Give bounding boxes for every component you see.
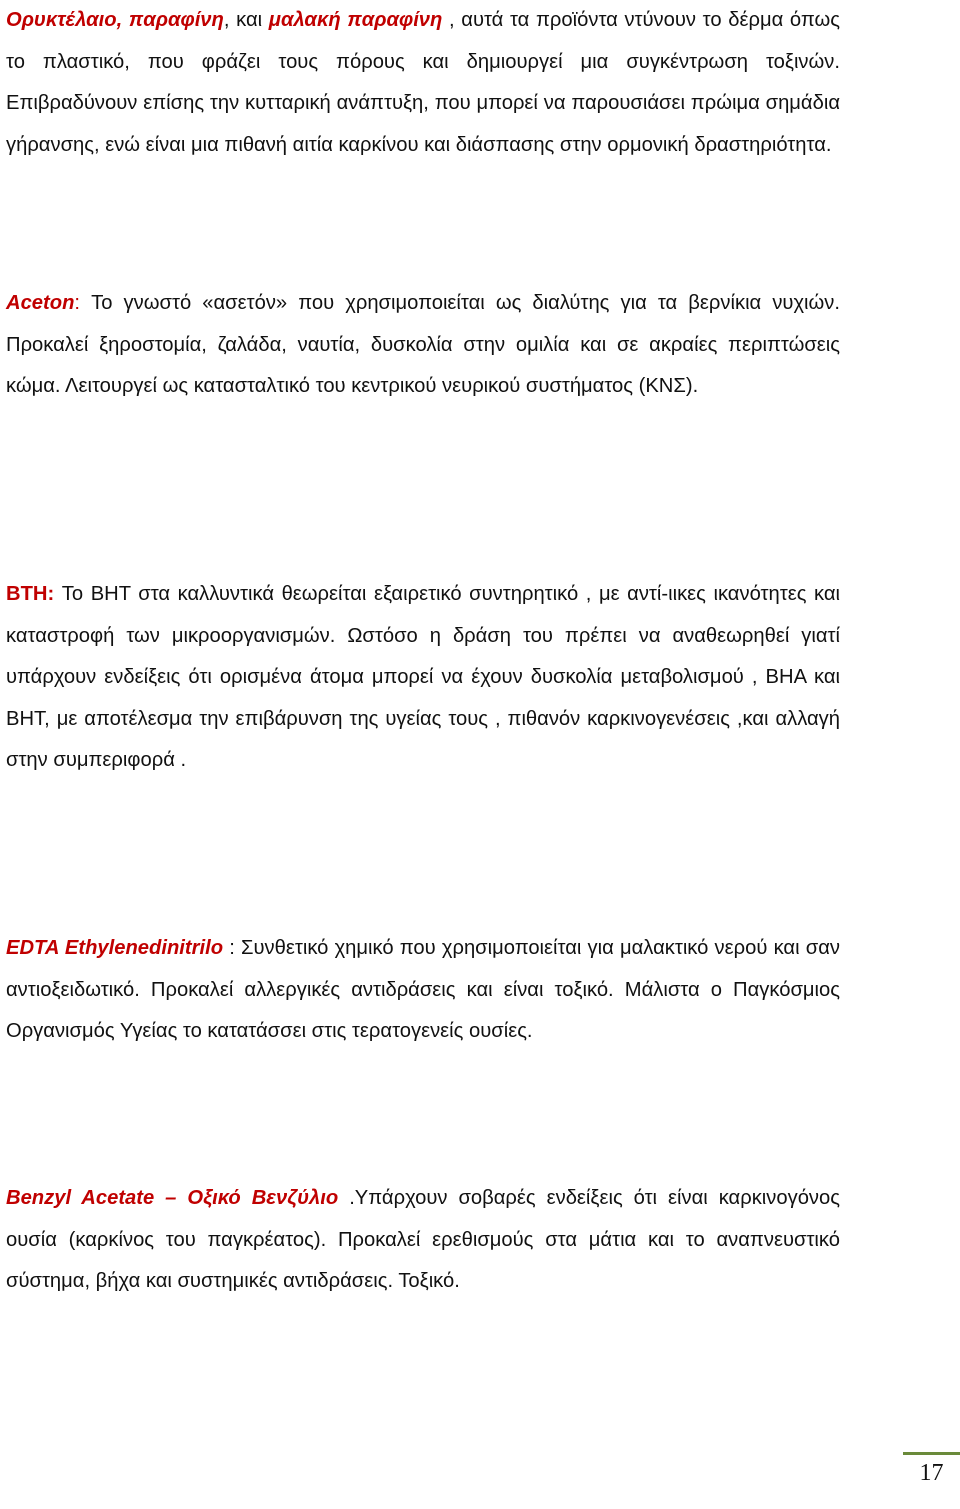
page-number-rule (903, 1452, 960, 1455)
paragraph-body: , αυτά τα προϊόντα ντύνουν το δέρμα όπως το πλαστικό, που φράζει τους πόρους και δημιουργεί μια συγκέντρωση τοξινών. Επιβραδύνουν επίσης την κυτταρική ανάπτυξη, που μπορεί να παρουσιάσει πρώιμα σημάδια γήρανσης, ενώ είναι μια πιθανή αιτία καρκίνου και διάσπασης στην ορμονική δραστηριότητα. (6, 9, 840, 156)
page-number-box (903, 1452, 960, 1509)
term-edta: EDTA Ethylenedinitrilo (6, 937, 224, 959)
paragraph-benzyl-acetate (6, 1178, 840, 1303)
paragraph-body: Το γνωστό «ασετόν» που χρησιμοποιείται ως διαλύτης για τα βερνίκια νυχιών. Προκαλεί ξηροστομία, ζαλάδα, ναυτία, δυσκολία στην ομιλία και σε ακραίες περιπτώσεις κώμα. Λειτουργεί ως κατασταλτικό του κεντρικού νευρικού συστήματος (ΚΝΣ). (6, 292, 840, 397)
paragraph-body: : Συνθετικό χημικό που χρησιμοποιείται για μαλακτικό νερού και σαν αντιοξειδωτικό. Προκαλεί αλλεργικές αντιδράσεις και είναι τοξικό. Μάλιστα ο Παγκόσμιος Οργανισμός Υγείας το κατατάσσει στις τερατογενείς ουσίες. (6, 937, 840, 1042)
term-mineral-oil: Ορυκτέλαιο, παραφίνη (6, 9, 224, 31)
paragraph-aceton (6, 283, 840, 408)
term-benzyl-acetate: Benzyl Acetate – Οξικό Βενζύλιο (6, 1187, 339, 1209)
page-number: 17 (919, 1460, 944, 1486)
paragraph-body: Το BHT στα καλλυντικά θεωρείται εξαιρετικό συντηρητικό , με αντί-ιικες ικανότητες και καταστροφή των μικροοργανισμών. Ωστόσο η δράση του πρέπει να αναθεωρηθεί γιατί υπάρχουν ενδείξεις ότι ορισμένα άτομα μπορεί να έχουν δυσκολία μεταβολισμού , BHA και BHT, με αποτέλεσμα την επιβάρυνση της υγείας τους , πιθανόν καρκινογενέσεις ,και αλλαγή στην συμπεριφορά . (6, 583, 840, 771)
paragraph-body: .Υπάρχουν σοβαρές ενδείξεις ότι είναι καρκινογόνος ουσία (καρκίνος του παγκρέατος). Προκαλεί ερεθισμούς στα μάτια και το αναπνευστικό σύστημα, βήχα και συστημικές αντιδράσεις. Τοξικό. (6, 1187, 840, 1292)
text-segment: , και (223, 9, 269, 31)
term-aceton: Aceton (6, 292, 75, 314)
paragraph-bth (6, 574, 840, 782)
term-colon: : (74, 292, 81, 314)
paragraph-edta (6, 928, 840, 1053)
paragraph-mineral-oil (6, 0, 840, 166)
term-bth: BTH: (6, 583, 55, 605)
term-soft-paraffin: μαλακή παραφίνη (268, 9, 443, 31)
